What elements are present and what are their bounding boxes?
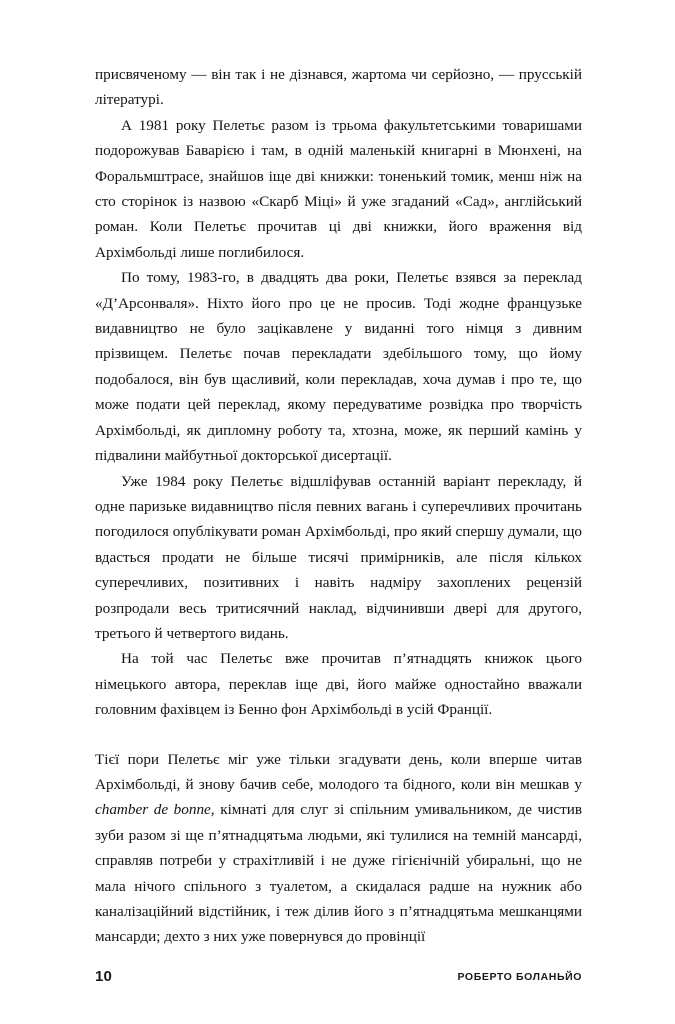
page-number: 10 [95,968,113,985]
paragraph-2: А 1981 року Пелетьє разом із трьома факультетськими товаришами подорожував Баварією і там, в одній маленькій книгарні в Мюнхені, на Форальмштрасе, знайшов іще дві книжки: тоненький томик, менш ніж на сто сторінок із назвою «Скарб Міці» й уже згаданий «Сад», англійський роман. Коли Пелетьє прочитав ці дві книжки, його враження від Архімбольді лише поглибилося. [95,116,582,261]
page-footer [95,968,582,988]
paragraph-3: По тому, 1983-го, в двадцять два роки, Пелетьє взявся за переклад «Д’Арсонваля». Ніхто його про це не просив. Тоді жодне французьке видавництво не було зацікавлене у виданні того німця з дивним прізвищем. Пелетьє почав перекладати здебільшого тому, що йому подобалося, він був щасливий, коли перекладав, хоча думав і про те, що може подати цей переклад, якому передуватиме розвідка про творчість Архімбольді, як дипломну роботу та, хтозна, може, як перший камінь у підвалини майбутньої докторської дисертації. [95,269,582,465]
running-head-author: РОБЕРТО БОЛАНЬЙО [457,971,582,983]
paragraph-6-part-2: , кімнаті для слуг зі спільним умивальником, де чистив зуби разом зі ще п’ятнадцятьма людьми, які тулилися на темній мансарді, справляв потреби у страхітливій і не дуже гігієнічній убиральні, що не мала нічого спільного з туалетом, а скидалася радше на нужник або каналізаційний відстійник, і теж ділив його з п’ятнадцятьма мешканцями мансарди; дехто з них уже повернувся до провінції [95,801,583,946]
paragraph-6-italic-phrase: chamber de bonne [95,801,211,819]
paragraph-4: Уже 1984 року Пелетьє відшліфував останній варіант перекладу, й одне паризьке видавництво після певних вагань і суперечливих прочитань погодилося опублікувати роман Архімбольді, про який спершу думали, що вдасться продати не більше тисячі примірників, але після кількох суперечливих, позитивних і навіть надміру захоплених рецензій розпродали весь тритисячний наклад, відчинивши двері для другого, третього й четвертого видань. [95,472,582,642]
paragraph-6-part-1: Тієї пори Пелетьє міг уже тільки згадувати день, коли вперше читав Архімбольді, й знову бачив себе, молодого та бідного, коли він мешкав у [95,750,582,793]
paragraph-5: На той час Пелетьє вже прочитав п’ятнадцять книжок цього німецького автора, переклав іще дві, його майже одностайно вважали головним фахівцем із Бенно фон Архімбольді в усій Франції. [95,650,582,719]
paragraph-1: присвяченому — він так і не дізнався, жартома чи серйозно, — прусській літературі. [95,66,582,109]
body-text-column [95,62,582,950]
paragraph-6 [95,747,582,950]
